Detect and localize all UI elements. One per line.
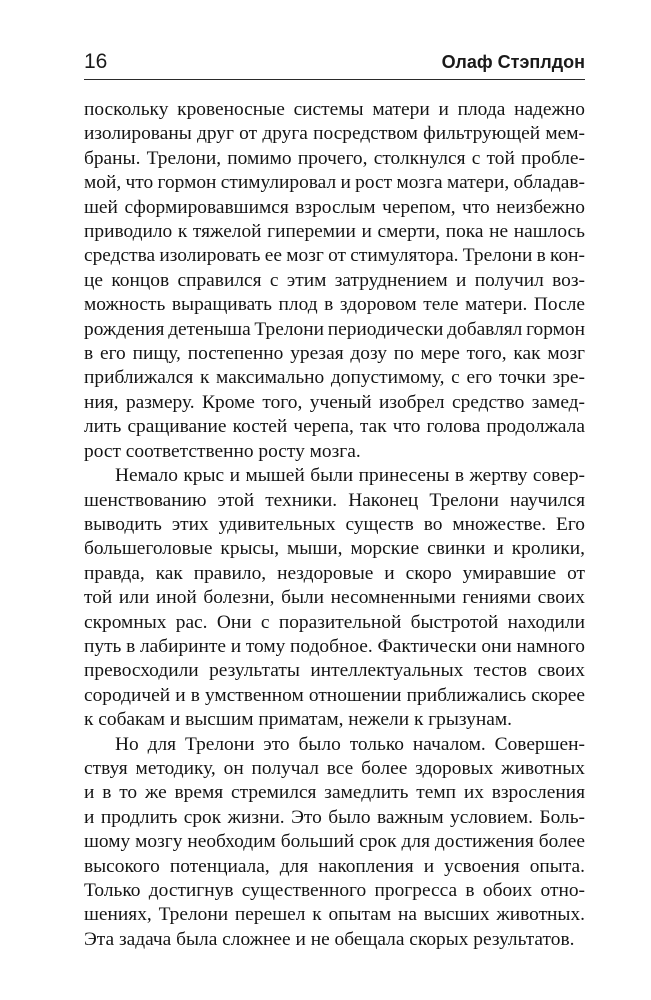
text-line: большеголовые крысы, мыши, морские свинки и кролики, (84, 538, 585, 560)
text-line: лить сращивание костей черепа, так что голова продолжала (84, 416, 585, 438)
text-line: Но для Трелони это было только началом. Совершен- (115, 733, 585, 755)
text-line: шей сформировавшимся взрослым черепом, что неизбежно (84, 196, 585, 218)
text-line: шениях, Трелони перешел к опытам на высших животных. (84, 904, 585, 926)
text-line: в его пищу, постепенно урезая дозу по мере того, как мозг (84, 343, 585, 365)
paragraph (84, 98, 585, 464)
paragraph (84, 733, 585, 953)
text-line: приближался к максимально допустимому, с его точки зре- (84, 367, 585, 389)
text-line: превосходили результаты интеллектуальных тестов своих (84, 660, 585, 682)
body-text (84, 98, 585, 952)
text-line: той или иной болезни, были несомненными гениями своих (84, 587, 585, 609)
text-line: и в то же время стремился замедлить темп их взросления (84, 782, 585, 804)
text-line: рост соответственно росту мозга. (84, 440, 361, 462)
text-line: ствуя методику, он получал все более здоровых животных (84, 757, 585, 779)
text-line: Эта задача была сложнее и не обещала скорых результатов. (84, 928, 575, 950)
text-line: и продлить срок жизни. Это было важным условием. Боль- (84, 806, 585, 828)
text-line: шенствованию этой техники. Наконец Трелони научился (84, 489, 585, 511)
text-line: рождения детеныша Трелони периодически добавлял гормон (84, 318, 585, 340)
text-line: изолированы друг от друга посредством фильтрующей мем- (84, 123, 585, 145)
running-head-author: Олаф Стэплдон (441, 52, 585, 72)
text-line: правда, как правило, нездоровые и скоро умиравшие от (84, 562, 585, 584)
text-line: шому мозгу необходим больший срок для достижения более (84, 831, 585, 853)
page-header (84, 50, 585, 78)
text-line: поскольку кровеносные системы матери и плода надежно (84, 99, 585, 120)
text-line: мой, что гормон стимулировал и рост мозга матери, обладав- (84, 172, 585, 194)
text-line: Только достигнув существенного прогресса в обоих отно- (84, 880, 585, 901)
text-line: браны. Трелони, помимо прочего, столкнулся с той пробле- (84, 147, 585, 169)
text-line: приводило к тяжелой гиперемии и смерти, пока не нашлось (84, 221, 585, 243)
text-line: средства изолировать ее мозг от стимулятора. Трелони в кон- (84, 245, 585, 267)
text-line: выводить этих удивительных существ во множестве. Его (84, 513, 585, 535)
page-number: 16 (84, 50, 108, 73)
header-rule (84, 79, 585, 80)
text-line: можность выращивать плод в здоровом теле матери. После (84, 294, 585, 316)
text-line: це концов справился с этим затруднением и получил воз- (84, 269, 585, 291)
text-line: Немало крыс и мышей были принесены в жертву совер- (115, 465, 585, 487)
paragraph (84, 464, 585, 732)
text-line: сородичей и в умственном отношении приближались скорее (84, 684, 585, 706)
text-line: путь в лабиринте и тому подобное. Фактически они намного (84, 635, 585, 657)
text-line: к собакам и высшим приматам, нежели к грызунам. (84, 709, 512, 731)
text-line: высокого потенциала, для накопления и усвоения опыта. (84, 855, 585, 877)
text-line: ния, размеру. Кроме того, ученый изобрел средство замед- (84, 391, 585, 413)
text-line: скромных рас. Они с поразительной быстротой находили (84, 611, 585, 633)
